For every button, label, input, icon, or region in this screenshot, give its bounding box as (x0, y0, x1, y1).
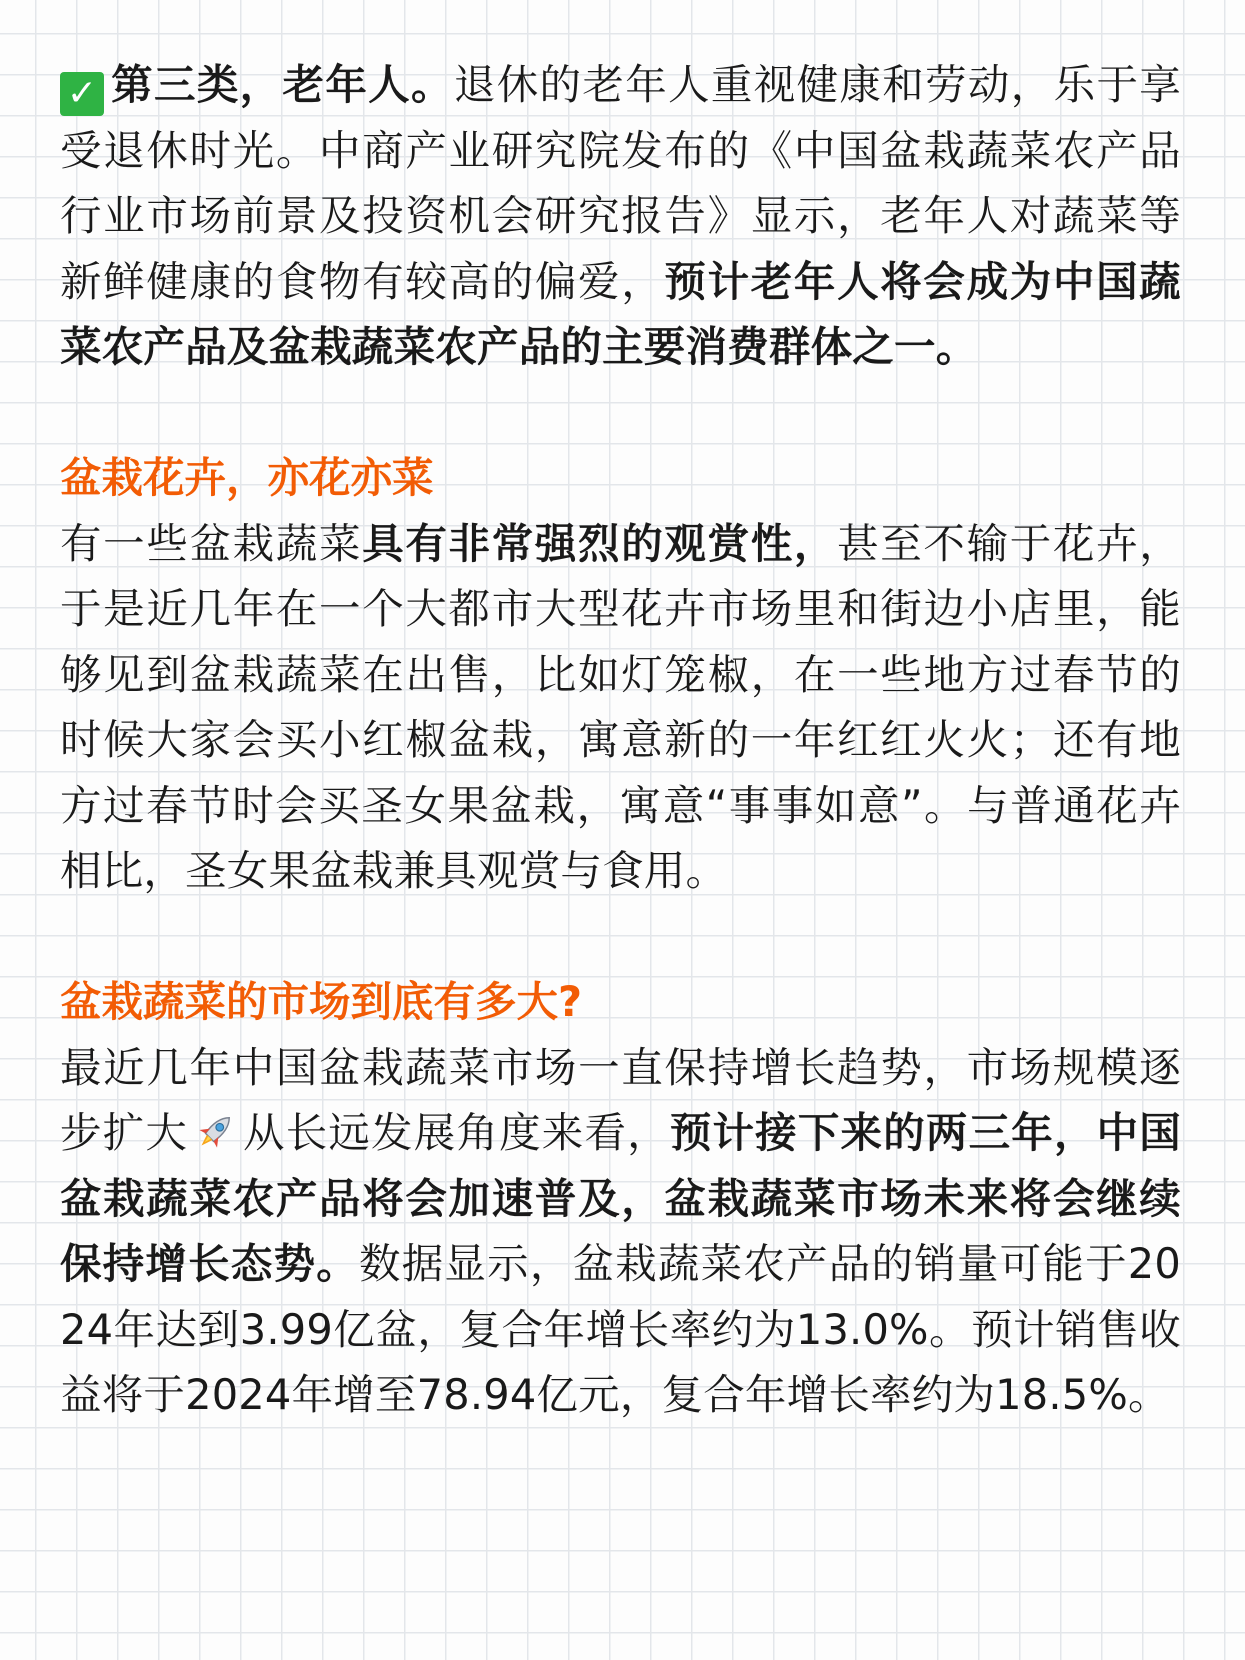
spacer (60, 904, 1181, 970)
market-paragraph (60, 1035, 1181, 1428)
ornamental-paragraph (60, 511, 1181, 904)
market-text-1: 最近几年中国盆栽蔬菜市场一直保持增长趋势，市场规模逐步扩大 (60, 1042, 1181, 1157)
elderly-lead: 第三类，老年人。 (110, 60, 454, 109)
market-heading: 盆栽蔬菜的市场到底有多大? (60, 977, 583, 1026)
market-text-3: 数据显示，盆栽蔬菜农产品的销量可能于2024年达到3.99亿盆，复合年增长率约为13.0%。预计销售收益将于2024年增至78.94亿元，复合年增长率约为18.5%。 (60, 1239, 1181, 1419)
elderly-text: 退休的老年人重视健康和劳动，乐于享受退休时光。中商产业研究院发布的《中国盆栽蔬菜农产品行业市场前景及投资机会研究报告》显示，老年人对蔬菜等新鲜健康的食物有较高的偏爱， (60, 60, 1181, 306)
market-text-2: 从长远发展角度来看， (242, 1108, 670, 1157)
rocket-icon (192, 1109, 238, 1155)
ornamental-heading: 盆栽花卉，亦花亦菜 (60, 453, 434, 502)
checkmark-icon: ✓ (60, 72, 104, 116)
elderly-paragraph (60, 52, 1181, 380)
ornamental-text-1: 有一些盆栽蔬菜 (60, 518, 363, 568)
ornamental-bold: 具有非常强烈的观赏性， (362, 518, 838, 568)
market-bold: 预计接下来的两三年，中国盆栽蔬菜农产品将会加速普及，盆栽蔬菜市场未来将会继续保持增长态势。 (60, 1108, 1181, 1288)
ornamental-text-2: 甚至不输于花卉，于是近几年在一个大都市大型花卉市场里和街边小店里，能够见到盆栽蔬菜在出售，比如灯笼椒，在一些地方过春节的时候大家会买小红椒盆栽，寓意新的一年红红火火；还有地方过春节时会买圣女果盆栽，寓意“事事如意”。与普通花卉相比，圣女果盆栽兼具观赏与食用。 (60, 518, 1181, 895)
spacer (60, 380, 1181, 446)
elderly-conclusion: 预计老年人将会成为中国蔬菜农产品及盆栽蔬菜农产品的主要消费群体之一。 (60, 256, 1181, 371)
